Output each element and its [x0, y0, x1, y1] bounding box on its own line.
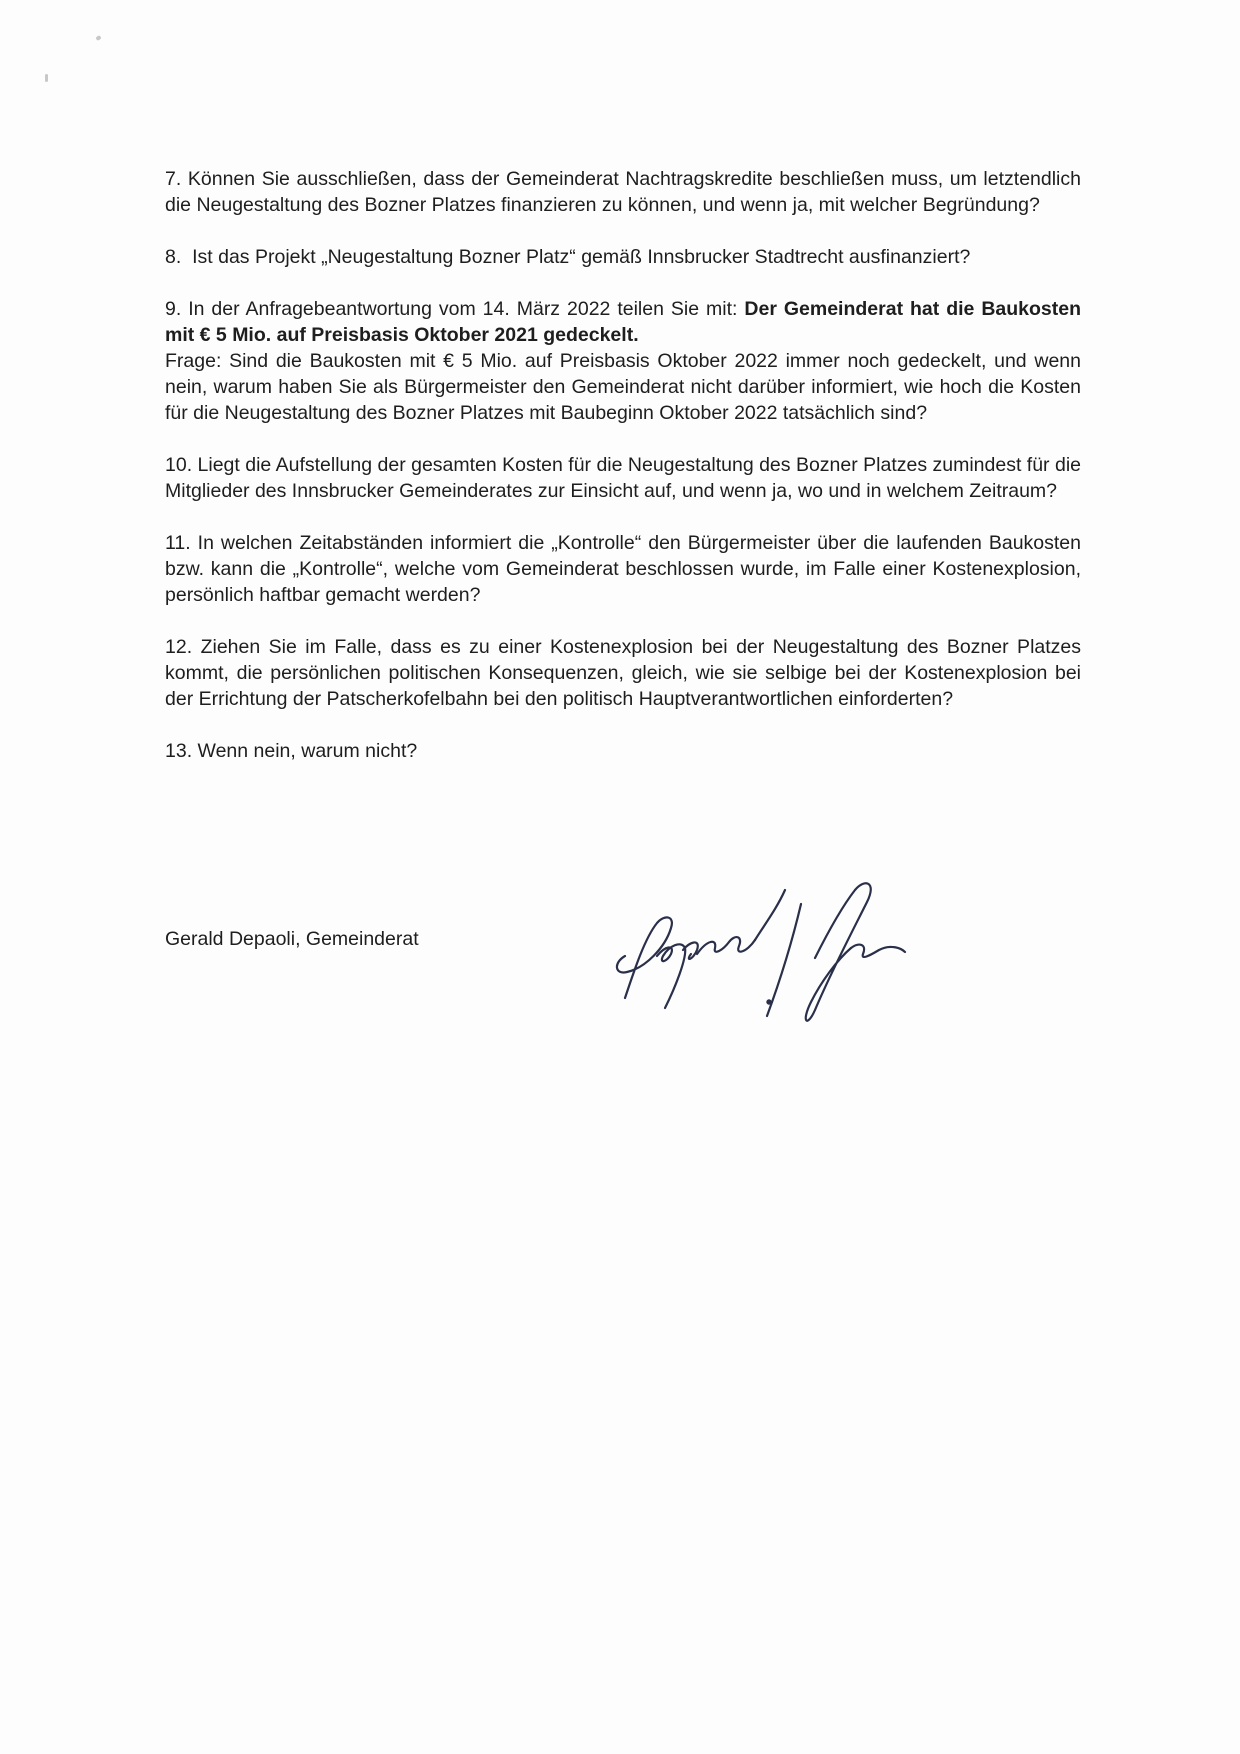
question-text: Ist das Projekt „Neugestaltung Bozner Platz“ gemäß Innsbrucker Stadtrecht ausfinanziert? — [192, 246, 971, 268]
follow-up-question: Frage: Sind die Baukosten mit € 5 Mio. auf Preisbasis Oktober 2022 immer noch gedeckelt, und wenn nein, warum haben Sie als Bürgermeister den Gemeinderat nicht darüber informiert, wie hoch die Kosten für die Neugestaltung des Bozner Platzes mit Baubeginn Oktober 2022 tatsächlich sind? — [165, 350, 1081, 424]
question-9 — [165, 296, 1081, 426]
question-number: 11. — [165, 532, 191, 554]
question-number: 10. — [165, 454, 193, 476]
question-12 — [165, 634, 1081, 712]
signatory-name: Gerald Depaoli, Gemeinderat — [165, 928, 419, 950]
quoted-statement: Der Gemeinderat hat die Baukosten mit € 5 Mio. auf Preisbasis Oktober 2021 gedeckelt. — [165, 298, 1082, 346]
question-number: 13. — [165, 740, 193, 762]
question-8 — [165, 244, 1081, 270]
question-7 — [165, 166, 1081, 218]
document-body — [165, 166, 1081, 790]
question-intro-text: In der Anfragebeantwortung vom 14. März 2022 teilen Sie mit: — [188, 298, 745, 320]
question-number: 12. — [165, 636, 193, 658]
question-number: 7. — [165, 168, 182, 190]
question-number: 8. — [165, 246, 182, 268]
question-number: 9. — [165, 298, 182, 320]
question-text: Können Sie ausschließen, dass der Gemeinderat Nachtragskredite beschließen muss, um letztendlich die Neugestaltung des Bozner Platzes finanzieren zu können, und wenn ja, mit welcher Begründung? — [165, 168, 1081, 216]
question-text: Wenn nein, warum nicht? — [197, 740, 418, 762]
scan-artifact — [95, 35, 101, 41]
question-10 — [165, 452, 1081, 504]
scan-artifact — [45, 74, 48, 82]
handwritten-signature — [605, 868, 965, 1028]
question-text: Liegt die Aufstellung der gesamten Kosten für die Neugestaltung des Bozner Platzes zumindest für die Mitglieder des Innsbrucker Gemeinderates zur Einsicht auf, und wenn ja, wo und in welchem Zeitraum? — [165, 454, 1081, 502]
question-13 — [165, 738, 1081, 764]
question-text: Ziehen Sie im Falle, dass es zu einer Kostenexplosion bei der Neugestaltung des Bozner Platzes kommt, die persönlichen politischen Konsequenzen, gleich, wie sie selbige bei der Kostenexplosion bei der Errichtung der Patscherkofelbahn bei den politisch Hauptverantwortlichen einforderten? — [165, 636, 1082, 710]
question-text: In welchen Zeitabständen informiert die „Kontrolle“ den Bürgermeister über die laufenden Baukosten bzw. kann die „Kontrolle“, welche vom Gemeinderat beschlossen wurde, im Falle einer Kostenexplosion, persönlich haftbar gemacht werden? — [165, 532, 1082, 606]
question-11 — [165, 530, 1081, 608]
